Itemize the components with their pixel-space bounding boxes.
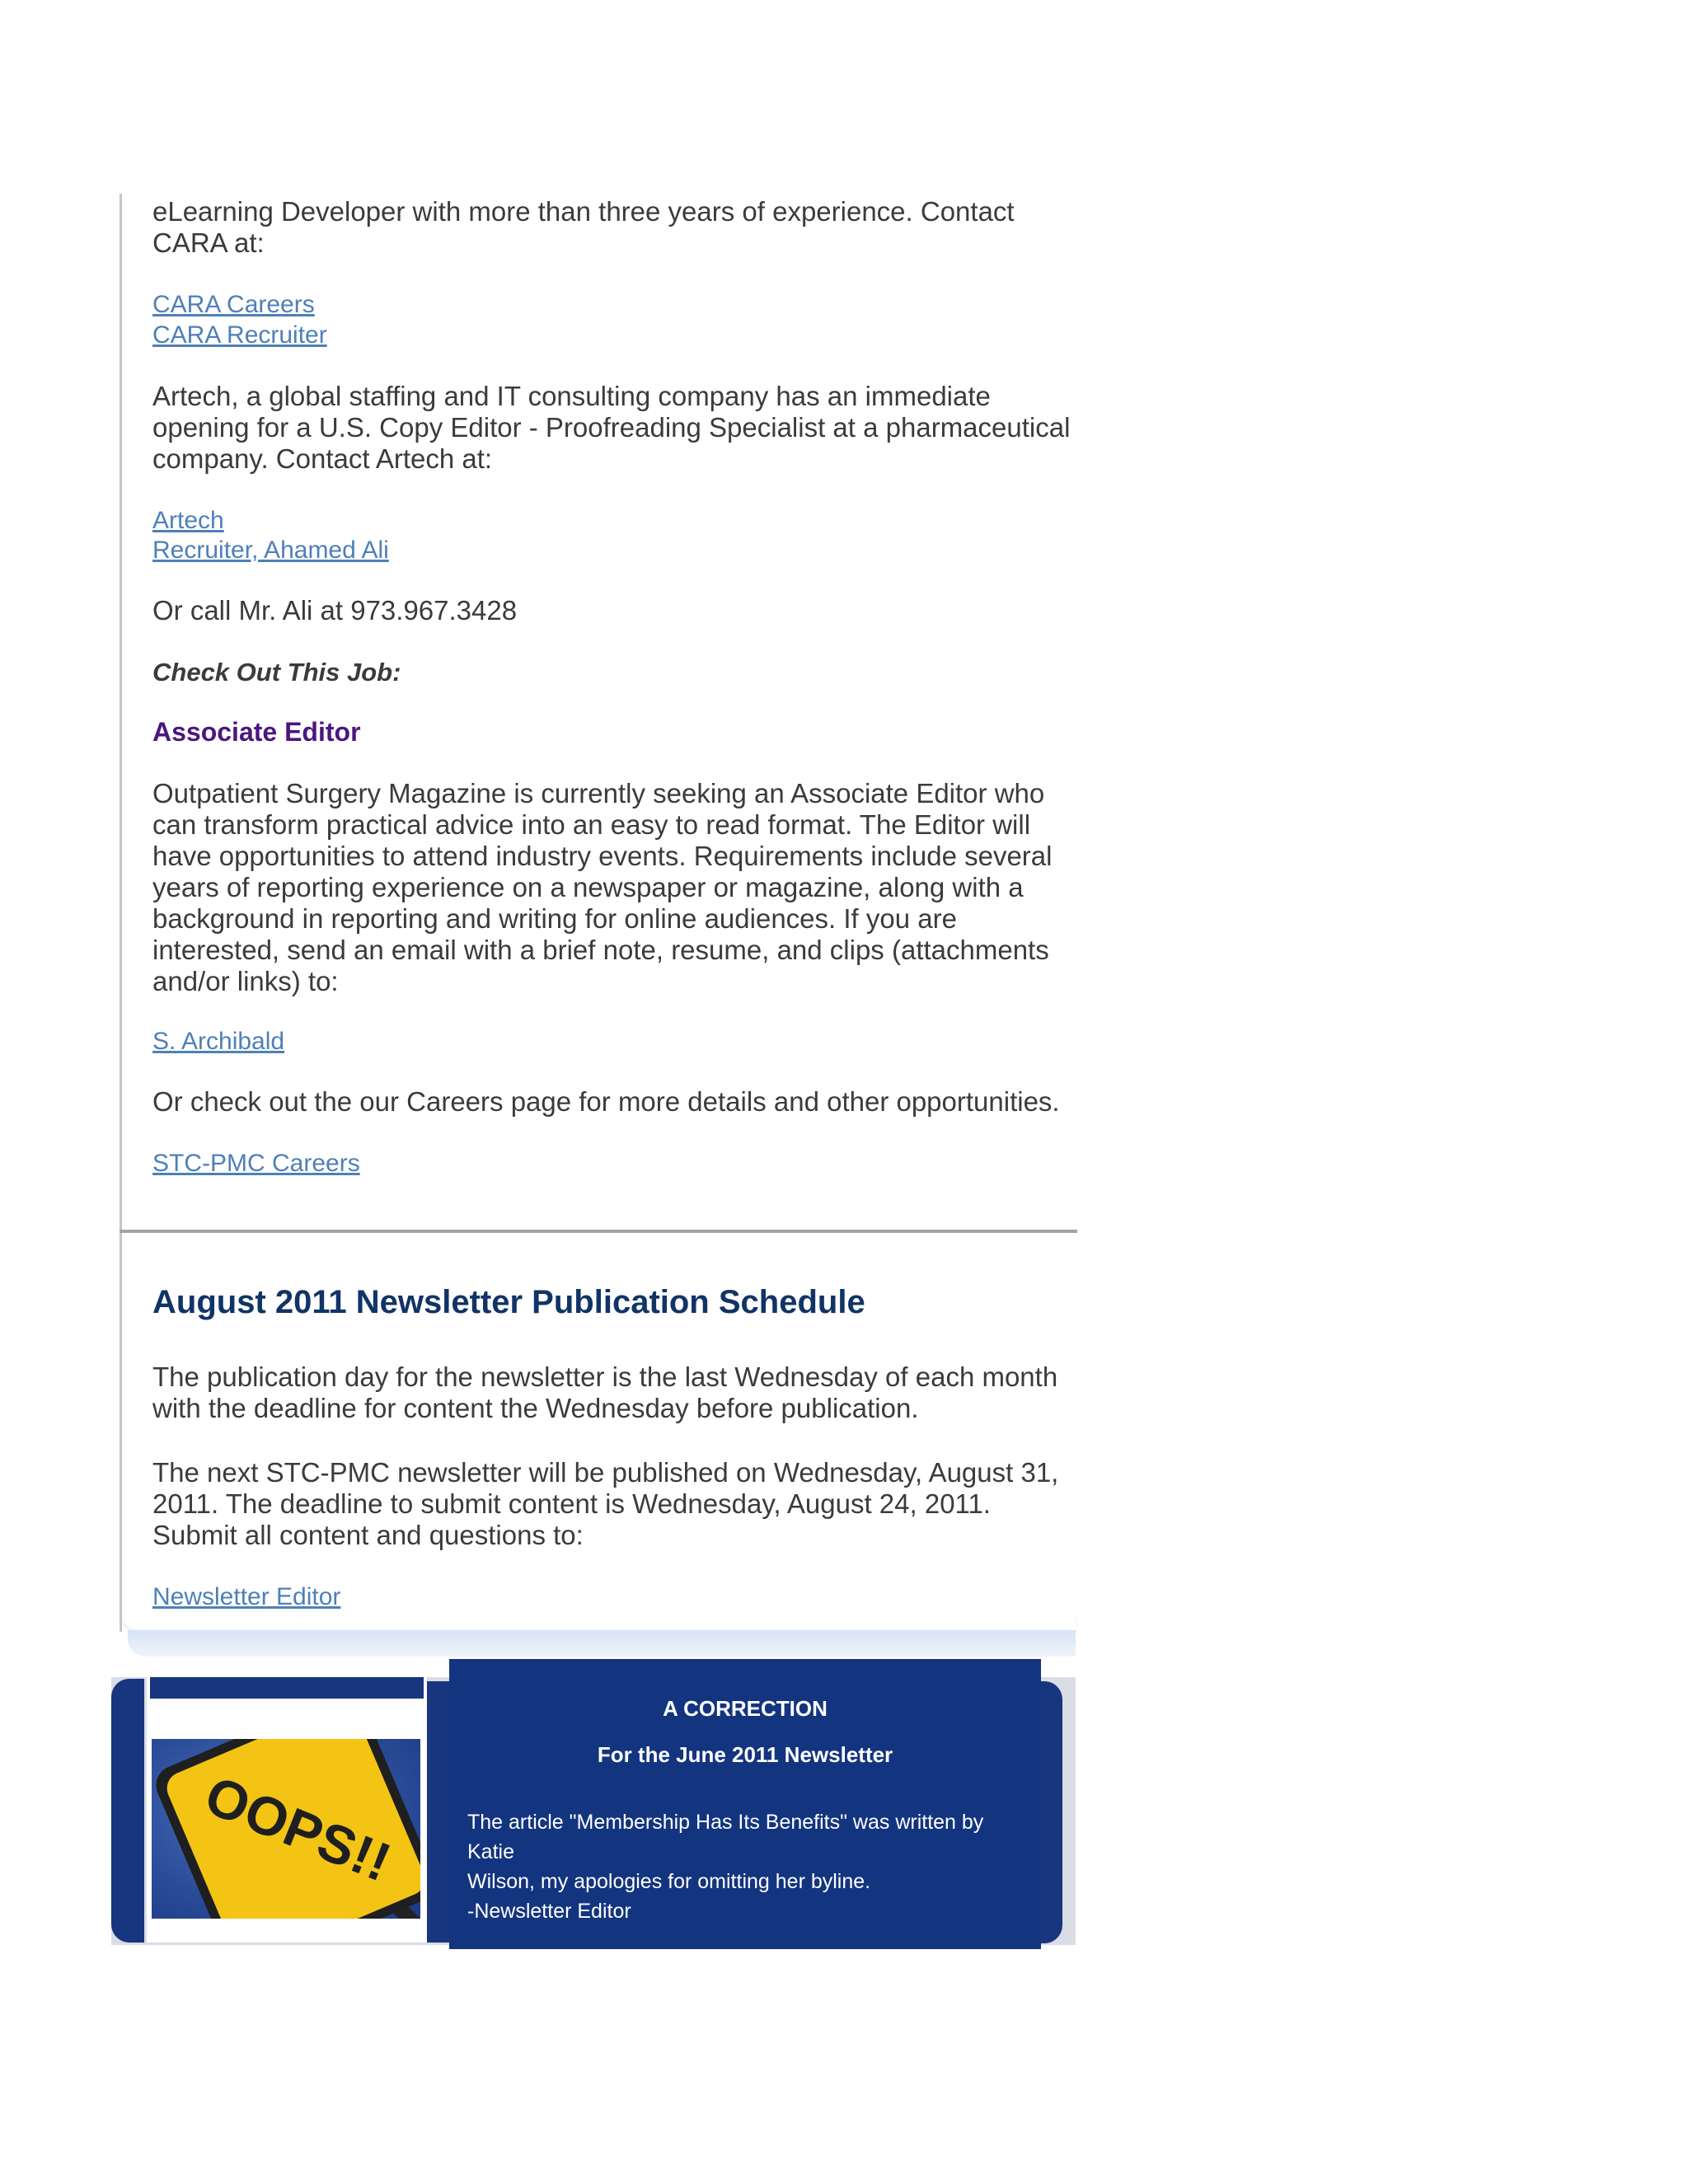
cara-recruiter-link[interactable]: CARA Recruiter — [152, 321, 327, 349]
correction-body — [467, 1807, 1036, 1926]
careers-page-text: Or check out the our Careers page for more details and other opportunities. — [152, 1086, 1060, 1117]
correction-signoff: -Newsletter Editor — [467, 1900, 631, 1923]
section-divider — [120, 1230, 1077, 1233]
correction-heading: A CORRECTION — [663, 1696, 828, 1721]
archibald-email-link[interactable]: S. Archibald — [152, 1028, 285, 1055]
column-bottom-edge — [122, 1614, 1076, 1630]
schedule-line: 2011. The deadline to submit content is Wednesday, August 24, 2011. — [152, 1488, 991, 1519]
artech-line: company. Contact Artech at: — [152, 443, 493, 474]
oops-sign-image — [152, 1739, 420, 1919]
check-out-job-label: Check Out This Job: — [152, 658, 401, 687]
correction-subheading: For the June 2011 Newsletter — [597, 1742, 893, 1767]
schedule-title: August 2011 Newsletter Publication Schedule — [152, 1284, 865, 1320]
newsletter-editor-link[interactable]: Newsletter Editor — [152, 1583, 341, 1610]
job-description — [152, 778, 1052, 997]
artech-recruiter-link[interactable]: Recruiter, Ahamed Ali — [152, 537, 389, 564]
sign-body — [152, 1739, 420, 1919]
artech-line: opening for a U.S. Copy Editor - Proofreading Specialist at a pharmaceutical — [152, 412, 1071, 443]
cara-intro-line: CARA at: — [152, 227, 265, 258]
job-line: and/or links) to: — [152, 966, 339, 996]
schedule-line: The next STC-PMC newsletter will be published on Wednesday, August 31, — [152, 1457, 1059, 1488]
job-line: background in reporting and writing for online audiences. If you are — [152, 903, 957, 934]
job-line: have opportunities to attend industry events. Requirements include several — [152, 841, 1053, 871]
oops-sign-icon — [152, 1739, 420, 1919]
job-line: interested, send an email with a brief note, resume, and clips (attachments — [152, 935, 1049, 965]
banner-left-cap — [111, 1679, 144, 1943]
column-shadow-band — [128, 1630, 1076, 1657]
sign-text: OOPS!! — [196, 1764, 400, 1893]
job-line: can transform practical advice into an easy to read format. The Editor will — [152, 809, 1031, 840]
job-line: Outpatient Surgery Magazine is currently seeking an Associate Editor who — [152, 778, 1045, 808]
cara-intro-line: eLearning Developer with more than three years of experience. Contact — [152, 196, 1015, 227]
schedule-line: with the deadline for content the Wednesday before publication. — [152, 1393, 919, 1423]
schedule-paragraph-2 — [152, 1457, 1058, 1551]
job-line: years of reporting experience on a newspaper or magazine, along with a — [152, 872, 1024, 902]
schedule-paragraph-1 — [152, 1361, 1057, 1424]
cara-intro — [152, 196, 1015, 259]
schedule-line: Submit all content and questions to: — [152, 1520, 584, 1550]
banner-right-cap — [1041, 1681, 1062, 1943]
artech-paragraph — [152, 381, 1070, 475]
stc-pmc-careers-link[interactable]: STC-PMC Careers — [152, 1150, 360, 1177]
job-title: Associate Editor — [152, 717, 361, 747]
schedule-line: The publication day for the newsletter is the last Wednesday of each month — [152, 1361, 1058, 1392]
banner-divider-bar — [427, 1681, 449, 1943]
artech-link[interactable]: Artech — [152, 507, 224, 534]
banner-image-top-bar — [150, 1677, 424, 1699]
artech-line: Artech, a global staffing and IT consulting company has an immediate — [152, 381, 991, 411]
artech-phone: Or call Mr. Ali at 973.967.3428 — [152, 595, 518, 626]
correction-line: The article "Membership Has Its Benefits" was written by Katie — [467, 1811, 984, 1863]
cara-careers-link[interactable]: CARA Careers — [152, 291, 315, 318]
correction-line: Wilson, my apologies for omitting her byline. — [467, 1870, 871, 1893]
